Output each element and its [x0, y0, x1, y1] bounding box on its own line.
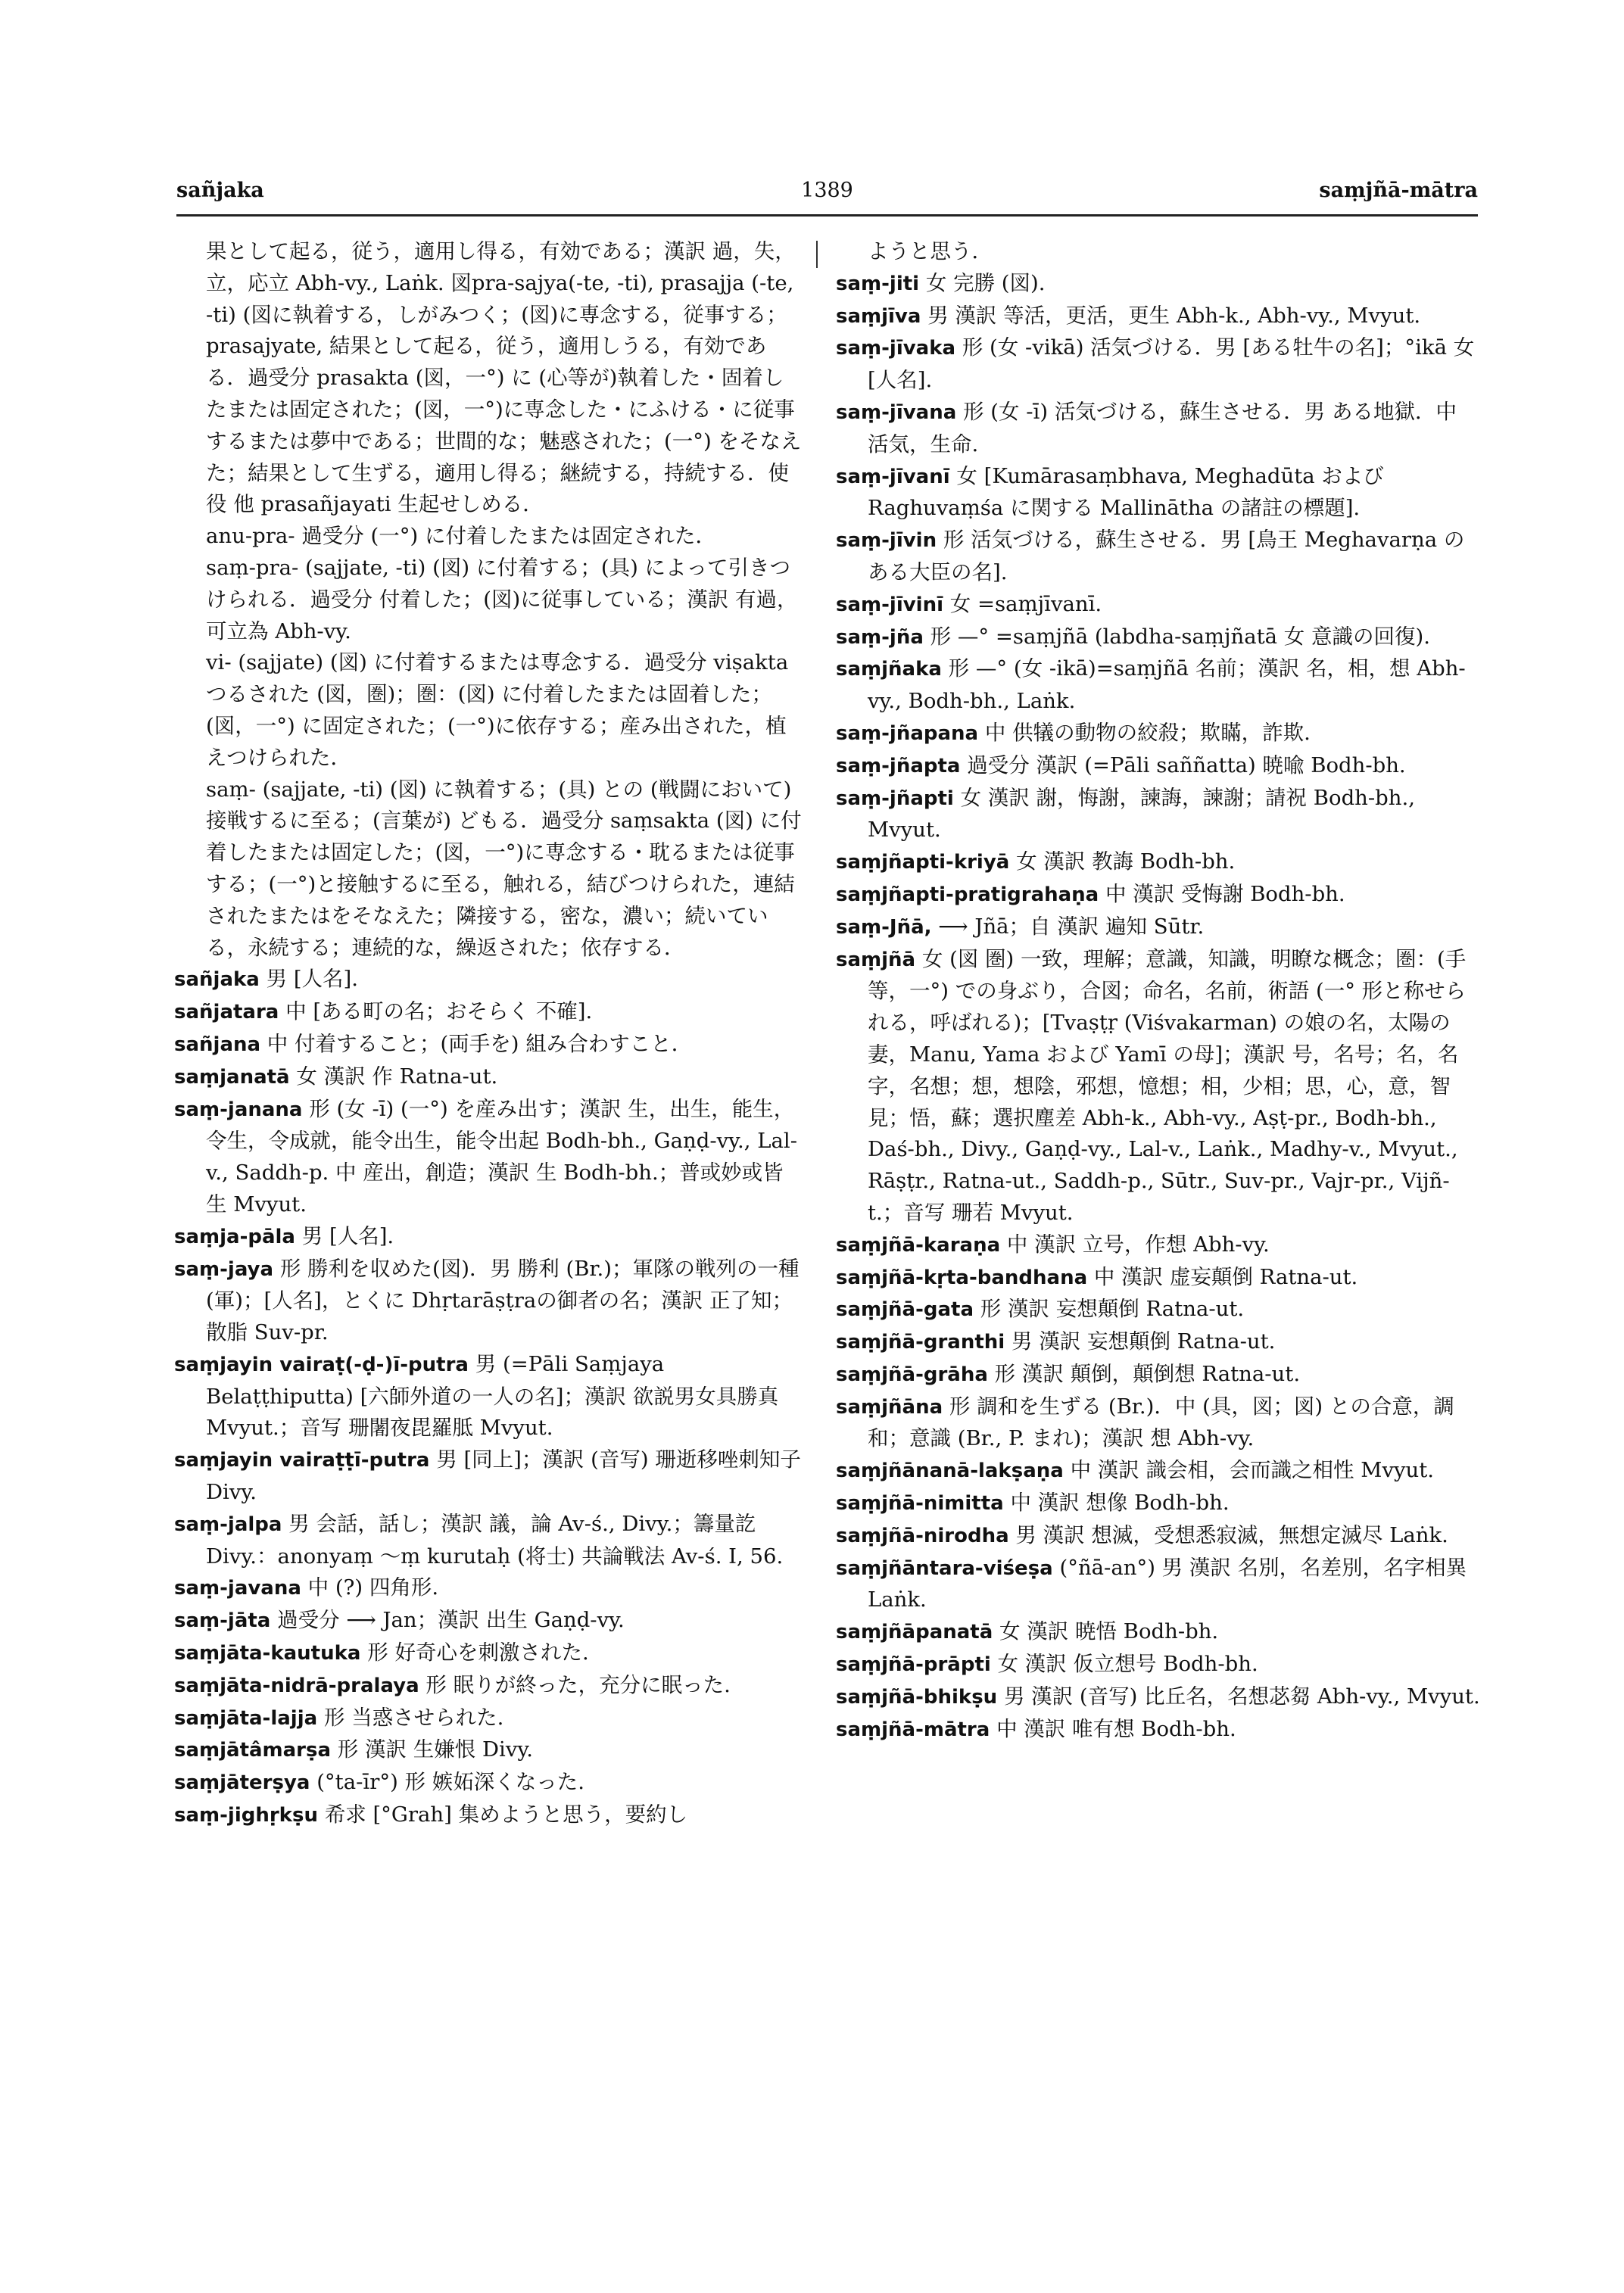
dictionary-entry [836, 332, 1481, 397]
entry-definition: 果として起る，従う，適用し得る，有効である；漢訳 過，失，立，応立 Abh-vy., Laṅk. 図pra-sajya(-te, -ti), prasajja (-te, -ti) (図に執着する，しがみつく；(図)に専念する，従事する；prasajyate, 結果として起る，従う，適用しうる，有効である．過受分 prasakta (図，一°) に (心等が)執着した・固着したまたは固定された；(図，一°)に専念した・にふける・に従事するまたは夢中である；世間的な；魅惑された；(一°) をそなえた；結果として生ずる，適用し得る；継続する，持続する．使役 他 prasañjayati 生起せしめる． [206, 239, 802, 517]
dictionary-entry [836, 1714, 1481, 1746]
entry-headword: saṃjñā-prāpti [836, 1653, 991, 1677]
entry-definition: 中 漢訳 唯有想 Bodh-bh. [996, 1716, 1236, 1741]
dictionary-entry [836, 268, 1481, 301]
entry-headword: saṃjanatā [174, 1065, 290, 1089]
entry-headword: saṃjñānanā-lakṣaṇa [836, 1460, 1064, 1483]
entry-definition: 形 当惑させられた. [323, 1705, 504, 1730]
dictionary-entry [836, 1553, 1481, 1617]
entry-definition: 中 漢訳 受悔謝 Bodh-bh. [1105, 881, 1345, 906]
entry-definition: 形 (女 -ī) 活気づける，蘇生させる．男 ある地獄．中 活気，生命. [868, 399, 1457, 456]
entry-headword: saṃjñā-grāha [836, 1363, 988, 1386]
entry-headword: saṃjñā-nimitta [836, 1492, 1004, 1516]
dictionary-entry [836, 1455, 1481, 1488]
entry-definition: 女 完勝 (図). [925, 270, 1046, 295]
dictionary-entry [836, 461, 1481, 525]
dictionary-entry [836, 397, 1481, 461]
entry-headword: saṃ-jaya [174, 1257, 274, 1281]
entry-headword: saṃjñā [836, 948, 916, 971]
entry-definition: 女 [Kumārasaṃbhava, Meghadūta および Raghuvaṃśa に関する Mallinātha の諸註の標題]. [868, 463, 1384, 521]
dictionary-entry [836, 1326, 1481, 1359]
dictionary-entry [836, 1616, 1481, 1649]
dictionary-entry [174, 996, 803, 1029]
entry-definition: 形 漢訳 生嫌恨 Divy. [337, 1737, 534, 1762]
entry-headword: saṃjñā-nirodha [836, 1524, 1009, 1547]
dictionary-entry [836, 718, 1481, 750]
dictionary-entry [174, 1605, 803, 1637]
entry-definition: 女 漢訳 作 Ratna-ut. [296, 1064, 498, 1089]
entry-definition: 中 漢訳 虚妄顛倒 Ratna-ut. [1093, 1264, 1358, 1289]
dictionary-entry [836, 846, 1481, 879]
dictionary-entry [174, 1221, 803, 1254]
dictionary-entry [174, 1029, 803, 1061]
dictionary-entry [836, 622, 1481, 654]
header-rule [176, 214, 1478, 217]
entry-definition: 形 活気づける，蘇生させる．男 [鳥王 Meghavarṇa のある大臣の名]. [868, 528, 1465, 584]
dictionary-entry [174, 236, 803, 521]
entry-headword: saṃ-jalpa [174, 1513, 282, 1536]
entry-headword: saṃjñā-karaṇa [836, 1233, 1001, 1257]
entry-headword: saṃjñapti-kriyā [836, 851, 1010, 874]
entry-headword: saṃ-jīvanī [836, 465, 950, 488]
entry-headword: saṃ-Jñā, [836, 915, 932, 939]
dictionary-entry [836, 301, 1481, 333]
dictionary-entry [836, 879, 1481, 911]
dictionary-entry [836, 1649, 1481, 1681]
entry-definition: 形 —° (女 -ikā)=saṃjñā 名前；漢訳 名，相，想 Abh-vy., Bodh-bh., Laṅk. [868, 656, 1466, 714]
entry-headword: saṃ-janana [174, 1098, 303, 1121]
entry-definition: saṃ-pra- (sajjate, -ti) (図) に付着する；(具) によって引きつけられる．過受分 付着した；(図)に従事している；漢訳 有過，可立為 Abh-vy. [206, 555, 798, 643]
entry-headword: saṃjāta-kautuka [174, 1642, 361, 1665]
entry-definition: 形 (女 -vikā) 活気づける．男 [ある牡牛の名]；°ikā 女 [人名]. [868, 335, 1475, 393]
entry-headword: saṃ-jīvana [836, 400, 957, 424]
entry-definition: 希求 [°Grah] 集めようと思う，要約し [324, 1802, 688, 1827]
entry-headword: saṃ-jña [836, 625, 924, 649]
dictionary-entry [174, 1061, 803, 1094]
entry-definition: 男 (=Pāli Saṃjaya Belaṭṭhiputta) [六師外道の一人の名]；漢訳 欲説男女具勝真 Mvyut.；音写 珊闍夜毘羅胝 Mvyut. [206, 1351, 779, 1441]
entry-definition: 男 [同上]；漢訳 (音写) 珊逝移唑刺知子 Divy. [206, 1447, 801, 1505]
entry-definition: anu-pra- 過受分 (一°) に付着したまたは固定された． [206, 524, 716, 549]
dictionary-entry [174, 1703, 803, 1735]
entry-definition: 形 好奇心を刺激された. [367, 1640, 589, 1665]
dictionary-entry [174, 1572, 803, 1605]
dictionary-entry [174, 1509, 803, 1573]
entry-headword: saṃjñāpanatā [836, 1621, 993, 1644]
entry-headword: saṃjāta-nidrā-pralaya [174, 1674, 419, 1697]
entry-headword: saṃja-pāla [174, 1225, 295, 1248]
entry-headword: saṃ-jñapana [836, 721, 979, 745]
entry-headword: sañjana [174, 1033, 261, 1056]
dictionary-entry [174, 1637, 803, 1670]
entry-headword: saṃjñaka [836, 658, 942, 681]
entry-definition: 女 漢訳 仮立想号 Bodh-bh. [997, 1652, 1258, 1677]
entry-definition: 女 漢訳 謝，悔謝，諫誨，諫謝；請祝 Bodh-bh., Mvyut. [868, 785, 1415, 843]
entry-headword: saṃ-jīvinī [836, 593, 944, 616]
entry-definition: 男 漢訳 等活，更活，更生 Abh-k., Abh-vy., Mvyut. [927, 303, 1421, 328]
entry-definition: 男 漢訳 想滅，受想悉寂滅，無想定滅尽 Laṅk. [1015, 1522, 1448, 1547]
entry-headword: saṃ-jīvaka [836, 337, 956, 360]
entry-headword: saṃ-jighṛkṣu [174, 1804, 318, 1827]
dictionary-entry [174, 1670, 803, 1703]
entry-definition: 女 (図 圏) 一致，理解；意識，知識，明瞭な概念；圏：(手等，一°) での身ぶり，合図；命名，名前，術語 (一° 形と称せられる，呼ばれる)；[Tvaṣṭṛ (Viśvakarman) の娘の名，太陽の妻，Manu, Yama および Yamī の母]；漢訳 号，名号；名，名字，名想；想，想陰，邪想，憶想；相，少相；思，心，意，智見；悟，蘇；選択塵差 Abh-k., Abh-vy., Aṣṭ-pr., Bodh-bh., Daś-bh., Divy., Gaṇḍ-vy., Lal-v., Laṅk., Madhy-v., Mvyut., Rāṣṭr., Ratna-ut., Saddh-p., Sūtr., Suv-pr., Vajr-pr., Vijñ-t.；音写 珊若 Mvyut. [868, 946, 1467, 1225]
dictionary-entry [174, 1349, 803, 1444]
entry-definition: 男 [人名]. [266, 967, 359, 992]
entry-definition: 中 付着すること；(両手を) 組み合わすこと． [267, 1031, 693, 1056]
dictionary-entry [836, 525, 1481, 589]
entry-headword: saṃjāterṣya [174, 1771, 310, 1795]
entry-definition: 過受分 ⟶ Jan；漢訳 出生 Gaṇḍ-vy. [277, 1608, 625, 1633]
entry-definition: 過受分 漢訳 (=Pāli saññatta) 暁喩 Bodh-bh. [967, 752, 1406, 777]
entry-definition: 中 (?) 四角形. [307, 1575, 439, 1600]
entry-definition: 形 (女 -ī) (一°) を産み出す；漢訳 生，出生，能生，令生，令成就，能令出生，能令出起 Bodh-bh., Gaṇḍ-vy., Lal-v., Saddh-p. 中 産出，創造；漢訳 生 Bodh-bh.；普或妙或皆生 Mvyut. [206, 1096, 798, 1217]
dictionary-entry [836, 1359, 1481, 1391]
entry-headword: saṃjayin vairaṭṭī-putra [174, 1449, 430, 1472]
dictionary-entry [174, 521, 803, 553]
entry-headword: saṃ-javana [174, 1577, 301, 1600]
entry-definition: 中 漢訳 立号，作想 Abh-vy. [1006, 1232, 1270, 1257]
dictionary-entry [174, 647, 803, 774]
entry-definition: 女 漢訳 暁悟 Bodh-bh. [999, 1619, 1219, 1644]
entry-definition: 形 勝利を収めた(図)．男 勝利 (Br.)；軍隊の戦列の一種 (軍)；[人名]，とくに Dhṛtarāṣṭraの御者の名；漢訳 正了知；散脂 Suv-pr. [206, 1256, 800, 1345]
entry-headword: saṃjñā-mātra [836, 1718, 990, 1741]
entry-headword: saṃjātâmarṣa [174, 1739, 332, 1762]
entry-headword: saṃjāta-lajja [174, 1706, 318, 1730]
entry-headword: saṃ-jiti [836, 272, 920, 295]
entry-definition: 男 会話，話し；漢訳 議，論 Av-ś., Divy.；籌量訖 Divy.：anonyaṃ ～ṃ kurutaḥ (将士) 共論戦法 Av-ś. I, 56. [206, 1511, 784, 1569]
entry-headword: sañjatara [174, 1001, 279, 1024]
dictionary-entry [836, 944, 1481, 1229]
dictionary-entry [836, 653, 1481, 718]
entry-definition: 男 [人名]. [301, 1223, 394, 1248]
dictionary-entry [174, 1734, 803, 1767]
entry-definition: vi- (sajjate) (図) に付着するまたは専念する．過受分 viṣakta つるされた (図，圏)；圏：(図) に付着したまたは固着した；(図，一°) に固定された；(一°)に依存する；産み出された，植えつけられた． [206, 650, 789, 770]
dictionary-entry [836, 783, 1481, 847]
column-divider [816, 241, 818, 268]
dictionary-entry [836, 1294, 1481, 1326]
entry-headword: saṃjñā-gata [836, 1298, 974, 1322]
entry-definition: saṃ- (sajjate, -ti) (図) に執着する；(具) との (戦闘において) 接戦するに至る；(言葉が) どもる．過受分 saṃsakta (図) に付着したまたは固定した；(図，一°)に専念する・耽るまたは従事する；(一°)と接触するに至る，触れる，結びつけられた，連結されたまたはをそなえた；隣接する，密な，濃い；続いている，永続する；連続的な，繰返された；依存する． [206, 777, 802, 960]
entry-headword: saṃ-jñapta [836, 754, 961, 777]
entry-definition: ようと思う． [868, 239, 993, 263]
dictionary-entry [174, 553, 803, 647]
entry-definition: 女 =saṃjīvanī. [949, 591, 1102, 616]
dictionary-entry [174, 1094, 803, 1221]
entry-definition: 形 漢訳 妄想顛倒 Ratna-ut. [980, 1297, 1245, 1322]
entry-headword: sañjaka [174, 968, 260, 992]
entry-headword: saṃjñā-bhikṣu [836, 1685, 998, 1709]
entry-definition: 中 [ある町の名；おそらく 不確]. [285, 999, 593, 1024]
entry-definition: (°ta-īr°) 形 嫉妬深くなった. [316, 1770, 585, 1795]
dictionary-entry [836, 589, 1481, 622]
entry-headword: saṃ-jīvin [836, 529, 937, 553]
dictionary-entry [836, 1229, 1481, 1262]
entry-definition: 中 漢訳 識会相，会而識之相性 Mvyut. [1070, 1458, 1435, 1483]
dictionary-entry [836, 911, 1481, 944]
header-right-guideword: saṃjñā-mātra [1319, 179, 1478, 202]
entry-headword: saṃjñā-kṛta-bandhana [836, 1266, 1088, 1289]
header-left-guideword: sañjaka [176, 179, 264, 202]
dictionary-entry [836, 1681, 1481, 1714]
entry-definition: 中 漢訳 想像 Bodh-bh. [1010, 1491, 1230, 1516]
dictionary-entry [174, 774, 803, 964]
dictionary-entry [174, 964, 803, 996]
entry-definition: 形 —° =saṃjñā (labdha-saṃjñatā 女 意識の回復). [930, 624, 1431, 649]
entry-headword: saṃjñāna [836, 1395, 943, 1419]
page-number: 1389 [801, 179, 853, 202]
dictionary-entry [836, 1488, 1481, 1520]
dictionary-entry [174, 1767, 803, 1799]
dictionary-entry [174, 1799, 803, 1832]
dictionary-entry [174, 1254, 803, 1349]
dictionary-entry [174, 1444, 803, 1509]
entry-definition: 中 供犠の動物の絞殺；欺瞞，詐欺. [984, 720, 1311, 745]
entry-definition: 女 漢訳 教誨 Bodh-bh. [1016, 849, 1236, 874]
entry-headword: saṃjayin vairaṭ(-ḍ-)ī-putra [174, 1353, 469, 1376]
dictionary-entry [836, 236, 1481, 268]
entry-headword: saṃ-jñapti [836, 787, 954, 810]
entry-headword: saṃjñapti-pratigrahaṇa [836, 883, 1099, 906]
entry-definition: ⟶ Jñā；自 漢訳 遍知 Sūtr. [938, 914, 1205, 939]
dictionary-entry [836, 1520, 1481, 1553]
entry-headword: saṃjñā-granthi [836, 1331, 1005, 1354]
right-column [836, 236, 1481, 1746]
entry-definition: 男 漢訳 妄想顛倒 Ratna-ut. [1011, 1329, 1276, 1354]
dictionary-entry [836, 750, 1481, 783]
entry-definition: 形 眠りが終った，充分に眠った. [425, 1672, 731, 1697]
entry-headword: saṃ-jāta [174, 1609, 271, 1633]
dictionary-entry [836, 1391, 1481, 1456]
entry-definition: 形 漢訳 顛倒，顛倒想 Ratna-ut. [994, 1361, 1301, 1386]
page-header [176, 179, 1478, 209]
dictionary-entry [836, 1262, 1481, 1294]
entry-definition: 男 漢訳 (音写) 比丘名，名想苾芻 Abh-vy., Mvyut. [1003, 1684, 1480, 1709]
entry-definition: 形 調和を生ずる (Br.)．中 (具，図；図) との合意，調和；意識 (Br., P. まれ)；漢訳 想 Abh-vy. [868, 1394, 1454, 1451]
entry-definition: (°ñā-an°) 男 漢訳 名別，名差別，名字相異 Laṅk. [868, 1555, 1467, 1612]
entry-headword: saṃjñāntara-viśeṣa [836, 1556, 1053, 1580]
entry-headword: saṃjīva [836, 304, 921, 328]
left-column [174, 236, 803, 1832]
